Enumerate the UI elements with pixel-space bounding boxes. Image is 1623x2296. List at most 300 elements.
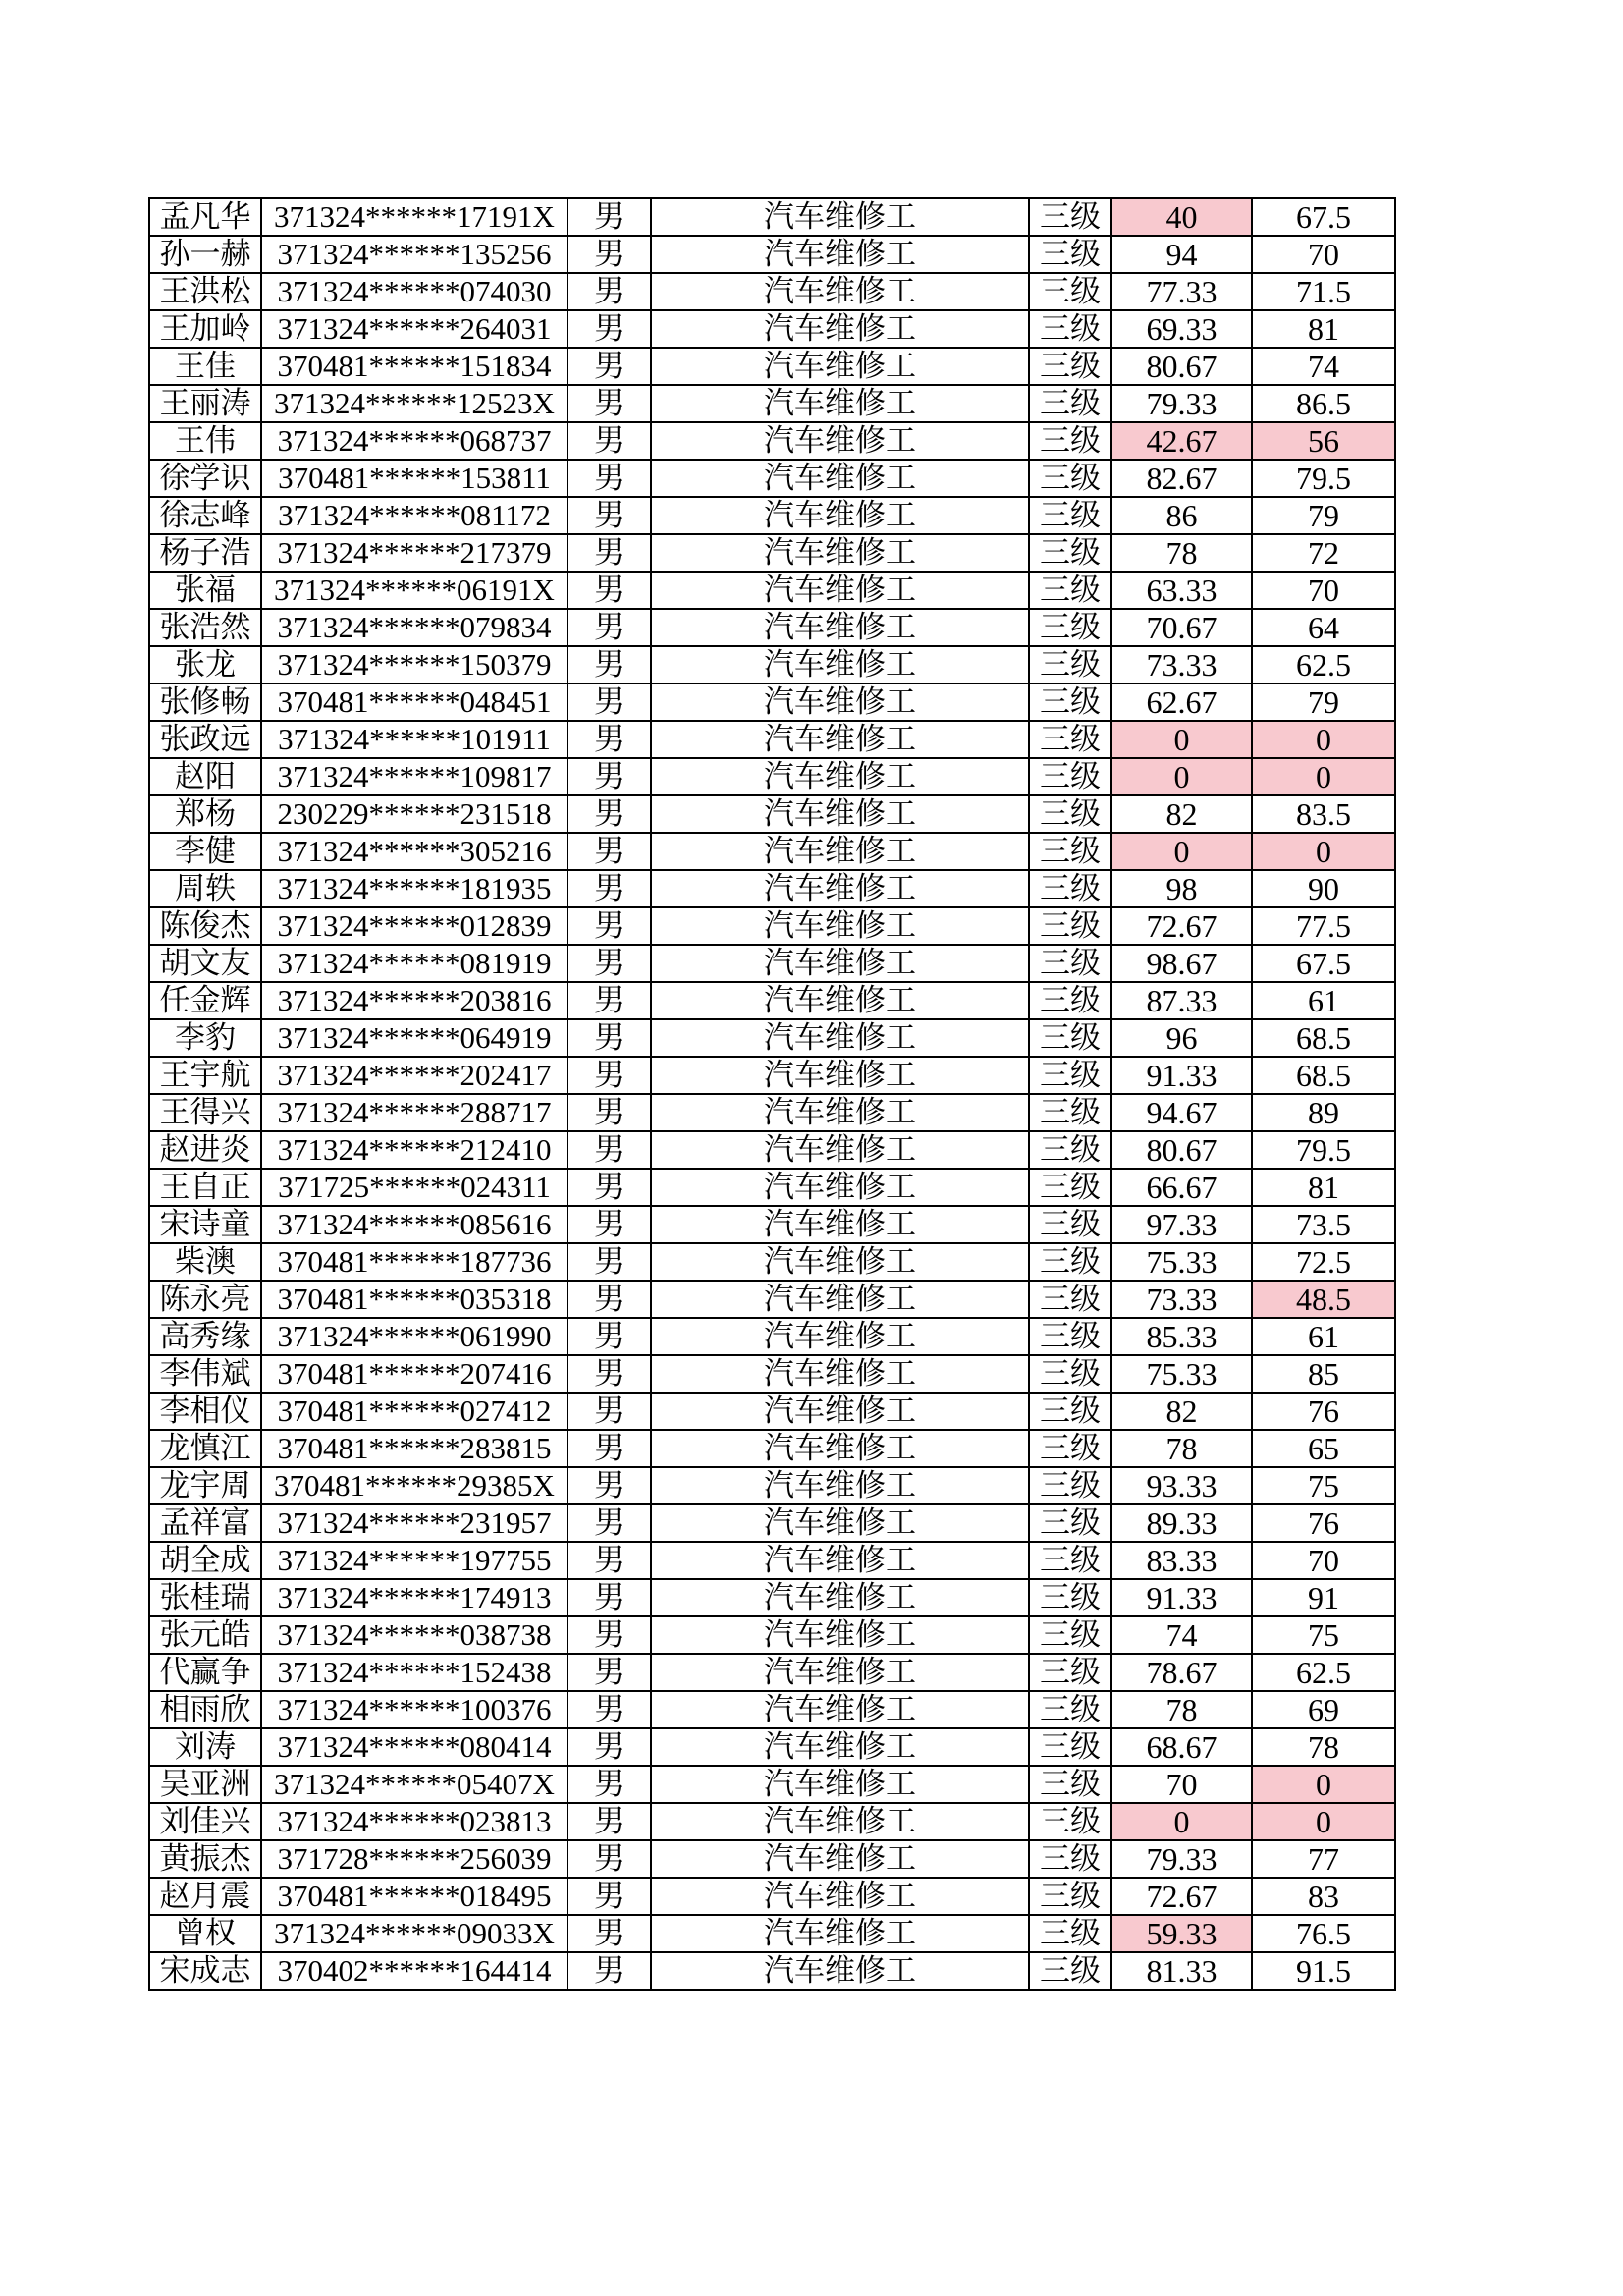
id-number-cell: 371324******203816 xyxy=(261,982,568,1019)
id-number-cell: 371324******012839 xyxy=(261,907,568,945)
level-cell: 三级 xyxy=(1029,1094,1111,1131)
level-cell: 三级 xyxy=(1029,1504,1111,1542)
score-1-cell: 91.33 xyxy=(1111,1057,1252,1094)
level-cell: 三级 xyxy=(1029,1952,1111,1990)
occupation-cell: 汽车维修工 xyxy=(651,1616,1029,1654)
name-cell: 黄振杰 xyxy=(149,1840,261,1878)
table-row xyxy=(149,572,1395,609)
table-row xyxy=(149,1430,1395,1467)
score-1-cell: 78.67 xyxy=(1111,1654,1252,1691)
occupation-cell: 汽车维修工 xyxy=(651,1542,1029,1579)
score-2-cell: 83.5 xyxy=(1252,795,1395,833)
occupation-cell: 汽车维修工 xyxy=(651,945,1029,982)
level-cell: 三级 xyxy=(1029,236,1111,273)
table-row xyxy=(149,273,1395,310)
name-cell: 胡全成 xyxy=(149,1542,261,1579)
level-cell: 三级 xyxy=(1029,310,1111,348)
id-number-cell: 371324******081919 xyxy=(261,945,568,982)
gender-cell: 男 xyxy=(568,1393,651,1430)
score-1-cell: 82 xyxy=(1111,1393,1252,1430)
name-cell: 陈永亮 xyxy=(149,1281,261,1318)
score-2-cell: 61 xyxy=(1252,982,1395,1019)
occupation-cell: 汽车维修工 xyxy=(651,1952,1029,1990)
table-row xyxy=(149,422,1395,460)
score-table xyxy=(148,197,1396,1991)
gender-cell: 男 xyxy=(568,1915,651,1952)
id-number-cell: 371324******12523X xyxy=(261,385,568,422)
gender-cell: 男 xyxy=(568,1952,651,1990)
table-row xyxy=(149,1840,1395,1878)
occupation-cell: 汽车维修工 xyxy=(651,460,1029,497)
id-number-cell: 370481******207416 xyxy=(261,1355,568,1393)
score-2-cell: 0 xyxy=(1252,1803,1395,1840)
name-cell: 徐志峰 xyxy=(149,497,261,534)
level-cell: 三级 xyxy=(1029,198,1111,236)
gender-cell: 男 xyxy=(568,422,651,460)
occupation-cell: 汽车维修工 xyxy=(651,1019,1029,1057)
gender-cell: 男 xyxy=(568,1169,651,1206)
score-2-cell: 70 xyxy=(1252,236,1395,273)
score-1-cell: 79.33 xyxy=(1111,1840,1252,1878)
score-2-cell: 85 xyxy=(1252,1355,1395,1393)
table-row xyxy=(149,1019,1395,1057)
id-number-cell: 371324******305216 xyxy=(261,833,568,870)
occupation-cell: 汽车维修工 xyxy=(651,1728,1029,1766)
table-body xyxy=(149,198,1395,1990)
id-number-cell: 370481******027412 xyxy=(261,1393,568,1430)
score-1-cell: 78 xyxy=(1111,534,1252,572)
level-cell: 三级 xyxy=(1029,1169,1111,1206)
score-1-cell: 75.33 xyxy=(1111,1243,1252,1281)
name-cell: 相雨欣 xyxy=(149,1691,261,1728)
name-cell: 张浩然 xyxy=(149,609,261,646)
gender-cell: 男 xyxy=(568,1803,651,1840)
score-1-cell: 82 xyxy=(1111,795,1252,833)
score-1-cell: 87.33 xyxy=(1111,982,1252,1019)
occupation-cell: 汽车维修工 xyxy=(651,1467,1029,1504)
id-number-cell: 371324******152438 xyxy=(261,1654,568,1691)
score-2-cell: 79.5 xyxy=(1252,1131,1395,1169)
score-2-cell: 68.5 xyxy=(1252,1019,1395,1057)
name-cell: 王佳 xyxy=(149,348,261,385)
score-2-cell: 70 xyxy=(1252,572,1395,609)
gender-cell: 男 xyxy=(568,609,651,646)
table-row xyxy=(149,1504,1395,1542)
name-cell: 李健 xyxy=(149,833,261,870)
name-cell: 王自正 xyxy=(149,1169,261,1206)
id-number-cell: 371324******064919 xyxy=(261,1019,568,1057)
level-cell: 三级 xyxy=(1029,907,1111,945)
table-row xyxy=(149,795,1395,833)
level-cell: 三级 xyxy=(1029,1616,1111,1654)
table-row xyxy=(149,1915,1395,1952)
gender-cell: 男 xyxy=(568,1430,651,1467)
name-cell: 王加岭 xyxy=(149,310,261,348)
score-2-cell: 91 xyxy=(1252,1579,1395,1616)
id-number-cell: 371324******081172 xyxy=(261,497,568,534)
gender-cell: 男 xyxy=(568,460,651,497)
id-number-cell: 371324******101911 xyxy=(261,721,568,758)
level-cell: 三级 xyxy=(1029,422,1111,460)
occupation-cell: 汽车维修工 xyxy=(651,1318,1029,1355)
score-2-cell: 76 xyxy=(1252,1393,1395,1430)
occupation-cell: 汽车维修工 xyxy=(651,534,1029,572)
id-number-cell: 370481******035318 xyxy=(261,1281,568,1318)
name-cell: 周轶 xyxy=(149,870,261,907)
table-row xyxy=(149,1131,1395,1169)
occupation-cell: 汽车维修工 xyxy=(651,1840,1029,1878)
name-cell: 高秀缘 xyxy=(149,1318,261,1355)
id-number-cell: 370481******151834 xyxy=(261,348,568,385)
score-2-cell: 77 xyxy=(1252,1840,1395,1878)
gender-cell: 男 xyxy=(568,1542,651,1579)
occupation-cell: 汽车维修工 xyxy=(651,1057,1029,1094)
name-cell: 赵阳 xyxy=(149,758,261,795)
name-cell: 宋诗童 xyxy=(149,1206,261,1243)
table-row xyxy=(149,534,1395,572)
id-number-cell: 371324******100376 xyxy=(261,1691,568,1728)
level-cell: 三级 xyxy=(1029,982,1111,1019)
occupation-cell: 汽车维修工 xyxy=(651,273,1029,310)
score-2-cell: 77.5 xyxy=(1252,907,1395,945)
gender-cell: 男 xyxy=(568,1840,651,1878)
level-cell: 三级 xyxy=(1029,1206,1111,1243)
score-1-cell: 98.67 xyxy=(1111,945,1252,982)
gender-cell: 男 xyxy=(568,1728,651,1766)
occupation-cell: 汽车维修工 xyxy=(651,497,1029,534)
score-1-cell: 72.67 xyxy=(1111,1878,1252,1915)
name-cell: 王丽涛 xyxy=(149,385,261,422)
gender-cell: 男 xyxy=(568,1616,651,1654)
occupation-cell: 汽车维修工 xyxy=(651,1094,1029,1131)
table-row xyxy=(149,1579,1395,1616)
name-cell: 张龙 xyxy=(149,646,261,683)
score-1-cell: 73.33 xyxy=(1111,1281,1252,1318)
gender-cell: 男 xyxy=(568,1654,651,1691)
name-cell: 李相仪 xyxy=(149,1393,261,1430)
level-cell: 三级 xyxy=(1029,385,1111,422)
level-cell: 三级 xyxy=(1029,534,1111,572)
occupation-cell: 汽车维修工 xyxy=(651,870,1029,907)
occupation-cell: 汽车维修工 xyxy=(651,1803,1029,1840)
id-number-cell: 371324******06191X xyxy=(261,572,568,609)
table-row xyxy=(149,1355,1395,1393)
occupation-cell: 汽车维修工 xyxy=(651,310,1029,348)
score-2-cell: 68.5 xyxy=(1252,1057,1395,1094)
table-row xyxy=(149,310,1395,348)
occupation-cell: 汽车维修工 xyxy=(651,236,1029,273)
level-cell: 三级 xyxy=(1029,646,1111,683)
level-cell: 三级 xyxy=(1029,348,1111,385)
score-2-cell: 79.5 xyxy=(1252,460,1395,497)
id-number-cell: 371324******150379 xyxy=(261,646,568,683)
table-row xyxy=(149,1169,1395,1206)
table-row xyxy=(149,1766,1395,1803)
table-row xyxy=(149,497,1395,534)
gender-cell: 男 xyxy=(568,348,651,385)
score-2-cell: 0 xyxy=(1252,833,1395,870)
score-1-cell: 86 xyxy=(1111,497,1252,534)
score-1-cell: 69.33 xyxy=(1111,310,1252,348)
level-cell: 三级 xyxy=(1029,1766,1111,1803)
table-row xyxy=(149,721,1395,758)
gender-cell: 男 xyxy=(568,310,651,348)
table-row xyxy=(149,1243,1395,1281)
gender-cell: 男 xyxy=(568,982,651,1019)
score-1-cell: 0 xyxy=(1111,721,1252,758)
table-row xyxy=(149,683,1395,721)
level-cell: 三级 xyxy=(1029,1281,1111,1318)
gender-cell: 男 xyxy=(568,236,651,273)
score-2-cell: 48.5 xyxy=(1252,1281,1395,1318)
level-cell: 三级 xyxy=(1029,1131,1111,1169)
score-2-cell: 62.5 xyxy=(1252,646,1395,683)
gender-cell: 男 xyxy=(568,683,651,721)
score-1-cell: 94.67 xyxy=(1111,1094,1252,1131)
occupation-cell: 汽车维修工 xyxy=(651,1878,1029,1915)
score-2-cell: 62.5 xyxy=(1252,1654,1395,1691)
name-cell: 胡文友 xyxy=(149,945,261,982)
id-number-cell: 371725******024311 xyxy=(261,1169,568,1206)
score-2-cell: 0 xyxy=(1252,758,1395,795)
id-number-cell: 371324******05407X xyxy=(261,1766,568,1803)
name-cell: 龙慎江 xyxy=(149,1430,261,1467)
level-cell: 三级 xyxy=(1029,1915,1111,1952)
occupation-cell: 汽车维修工 xyxy=(651,1691,1029,1728)
level-cell: 三级 xyxy=(1029,1803,1111,1840)
score-2-cell: 91.5 xyxy=(1252,1952,1395,1990)
level-cell: 三级 xyxy=(1029,683,1111,721)
id-number-cell: 371324******079834 xyxy=(261,609,568,646)
name-cell: 郑杨 xyxy=(149,795,261,833)
gender-cell: 男 xyxy=(568,1318,651,1355)
gender-cell: 男 xyxy=(568,1355,651,1393)
level-cell: 三级 xyxy=(1029,1243,1111,1281)
score-1-cell: 70 xyxy=(1111,1766,1252,1803)
table-row xyxy=(149,1803,1395,1840)
name-cell: 龙宇周 xyxy=(149,1467,261,1504)
occupation-cell: 汽车维修工 xyxy=(651,1430,1029,1467)
occupation-cell: 汽车维修工 xyxy=(651,646,1029,683)
score-1-cell: 96 xyxy=(1111,1019,1252,1057)
occupation-cell: 汽车维修工 xyxy=(651,1915,1029,1952)
gender-cell: 男 xyxy=(568,833,651,870)
level-cell: 三级 xyxy=(1029,609,1111,646)
table-row xyxy=(149,236,1395,273)
score-2-cell: 73.5 xyxy=(1252,1206,1395,1243)
id-number-cell: 371728******256039 xyxy=(261,1840,568,1878)
level-cell: 三级 xyxy=(1029,273,1111,310)
table-row xyxy=(149,1878,1395,1915)
name-cell: 刘佳兴 xyxy=(149,1803,261,1840)
score-2-cell: 74 xyxy=(1252,348,1395,385)
gender-cell: 男 xyxy=(568,1579,651,1616)
score-1-cell: 93.33 xyxy=(1111,1467,1252,1504)
level-cell: 三级 xyxy=(1029,460,1111,497)
score-1-cell: 85.33 xyxy=(1111,1318,1252,1355)
occupation-cell: 汽车维修工 xyxy=(651,422,1029,460)
gender-cell: 男 xyxy=(568,721,651,758)
gender-cell: 男 xyxy=(568,1094,651,1131)
table-row xyxy=(149,1281,1395,1318)
id-number-cell: 371324******197755 xyxy=(261,1542,568,1579)
name-cell: 陈俊杰 xyxy=(149,907,261,945)
gender-cell: 男 xyxy=(568,945,651,982)
table-row xyxy=(149,1654,1395,1691)
table-row xyxy=(149,945,1395,982)
name-cell: 任金辉 xyxy=(149,982,261,1019)
score-1-cell: 79.33 xyxy=(1111,385,1252,422)
score-1-cell: 81.33 xyxy=(1111,1952,1252,1990)
occupation-cell: 汽车维修工 xyxy=(651,907,1029,945)
level-cell: 三级 xyxy=(1029,721,1111,758)
id-number-cell: 370481******153811 xyxy=(261,460,568,497)
name-cell: 王宇航 xyxy=(149,1057,261,1094)
score-1-cell: 89.33 xyxy=(1111,1504,1252,1542)
level-cell: 三级 xyxy=(1029,1318,1111,1355)
occupation-cell: 汽车维修工 xyxy=(651,1355,1029,1393)
occupation-cell: 汽车维修工 xyxy=(651,683,1029,721)
id-number-cell: 371324******074030 xyxy=(261,273,568,310)
table-row xyxy=(149,1952,1395,1990)
gender-cell: 男 xyxy=(568,1766,651,1803)
id-number-cell: 371324******217379 xyxy=(261,534,568,572)
score-2-cell: 78 xyxy=(1252,1728,1395,1766)
score-1-cell: 40 xyxy=(1111,198,1252,236)
gender-cell: 男 xyxy=(568,198,651,236)
occupation-cell: 汽车维修工 xyxy=(651,1206,1029,1243)
score-1-cell: 91.33 xyxy=(1111,1579,1252,1616)
id-number-cell: 371324******109817 xyxy=(261,758,568,795)
occupation-cell: 汽车维修工 xyxy=(651,1504,1029,1542)
score-2-cell: 86.5 xyxy=(1252,385,1395,422)
level-cell: 三级 xyxy=(1029,572,1111,609)
name-cell: 徐学识 xyxy=(149,460,261,497)
id-number-cell: 371324******068737 xyxy=(261,422,568,460)
name-cell: 孟祥富 xyxy=(149,1504,261,1542)
score-1-cell: 94 xyxy=(1111,236,1252,273)
score-1-cell: 80.67 xyxy=(1111,1131,1252,1169)
score-1-cell: 98 xyxy=(1111,870,1252,907)
occupation-cell: 汽车维修工 xyxy=(651,348,1029,385)
name-cell: 宋成志 xyxy=(149,1952,261,1990)
score-1-cell: 83.33 xyxy=(1111,1542,1252,1579)
table-row xyxy=(149,1542,1395,1579)
gender-cell: 男 xyxy=(568,795,651,833)
level-cell: 三级 xyxy=(1029,1467,1111,1504)
occupation-cell: 汽车维修工 xyxy=(651,982,1029,1019)
gender-cell: 男 xyxy=(568,1467,651,1504)
score-1-cell: 78 xyxy=(1111,1430,1252,1467)
level-cell: 三级 xyxy=(1029,1355,1111,1393)
table-row xyxy=(149,1467,1395,1504)
score-1-cell: 82.67 xyxy=(1111,460,1252,497)
score-1-cell: 59.33 xyxy=(1111,1915,1252,1952)
id-number-cell: 370481******018495 xyxy=(261,1878,568,1915)
gender-cell: 男 xyxy=(568,1281,651,1318)
level-cell: 三级 xyxy=(1029,1654,1111,1691)
gender-cell: 男 xyxy=(568,758,651,795)
gender-cell: 男 xyxy=(568,646,651,683)
occupation-cell: 汽车维修工 xyxy=(651,572,1029,609)
table-row xyxy=(149,870,1395,907)
level-cell: 三级 xyxy=(1029,1728,1111,1766)
occupation-cell: 汽车维修工 xyxy=(651,1243,1029,1281)
table-row xyxy=(149,1616,1395,1654)
occupation-cell: 汽车维修工 xyxy=(651,1654,1029,1691)
id-number-cell: 371324******174913 xyxy=(261,1579,568,1616)
gender-cell: 男 xyxy=(568,1057,651,1094)
name-cell: 张福 xyxy=(149,572,261,609)
id-number-cell: 371324******080414 xyxy=(261,1728,568,1766)
score-1-cell: 62.67 xyxy=(1111,683,1252,721)
score-2-cell: 72.5 xyxy=(1252,1243,1395,1281)
score-2-cell: 67.5 xyxy=(1252,198,1395,236)
level-cell: 三级 xyxy=(1029,758,1111,795)
score-2-cell: 64 xyxy=(1252,609,1395,646)
name-cell: 代赢争 xyxy=(149,1654,261,1691)
id-number-cell: 371324******181935 xyxy=(261,870,568,907)
name-cell: 王伟 xyxy=(149,422,261,460)
score-2-cell: 83 xyxy=(1252,1878,1395,1915)
score-1-cell: 0 xyxy=(1111,1803,1252,1840)
id-number-cell: 370481******187736 xyxy=(261,1243,568,1281)
score-2-cell: 70 xyxy=(1252,1542,1395,1579)
score-1-cell: 80.67 xyxy=(1111,348,1252,385)
table-row xyxy=(149,833,1395,870)
score-2-cell: 79 xyxy=(1252,497,1395,534)
score-2-cell: 90 xyxy=(1252,870,1395,907)
score-1-cell: 0 xyxy=(1111,758,1252,795)
score-2-cell: 72 xyxy=(1252,534,1395,572)
name-cell: 吴亚洲 xyxy=(149,1766,261,1803)
gender-cell: 男 xyxy=(568,572,651,609)
score-2-cell: 81 xyxy=(1252,1169,1395,1206)
id-number-cell: 371324******264031 xyxy=(261,310,568,348)
score-2-cell: 75 xyxy=(1252,1467,1395,1504)
id-number-cell: 371324******135256 xyxy=(261,236,568,273)
score-1-cell: 70.67 xyxy=(1111,609,1252,646)
gender-cell: 男 xyxy=(568,1243,651,1281)
level-cell: 三级 xyxy=(1029,1057,1111,1094)
score-1-cell: 77.33 xyxy=(1111,273,1252,310)
occupation-cell: 汽车维修工 xyxy=(651,1281,1029,1318)
score-2-cell: 76.5 xyxy=(1252,1915,1395,1952)
level-cell: 三级 xyxy=(1029,1019,1111,1057)
table-row xyxy=(149,198,1395,236)
name-cell: 张元皓 xyxy=(149,1616,261,1654)
id-number-cell: 371324******212410 xyxy=(261,1131,568,1169)
score-1-cell: 72.67 xyxy=(1111,907,1252,945)
occupation-cell: 汽车维修工 xyxy=(651,1131,1029,1169)
gender-cell: 男 xyxy=(568,273,651,310)
score-1-cell: 66.67 xyxy=(1111,1169,1252,1206)
score-2-cell: 56 xyxy=(1252,422,1395,460)
table-row xyxy=(149,646,1395,683)
score-2-cell: 0 xyxy=(1252,721,1395,758)
level-cell: 三级 xyxy=(1029,833,1111,870)
name-cell: 李伟斌 xyxy=(149,1355,261,1393)
level-cell: 三级 xyxy=(1029,1542,1111,1579)
id-number-cell: 370481******048451 xyxy=(261,683,568,721)
name-cell: 王得兴 xyxy=(149,1094,261,1131)
occupation-cell: 汽车维修工 xyxy=(651,795,1029,833)
gender-cell: 男 xyxy=(568,1691,651,1728)
table-row xyxy=(149,1206,1395,1243)
level-cell: 三级 xyxy=(1029,1691,1111,1728)
gender-cell: 男 xyxy=(568,1131,651,1169)
level-cell: 三级 xyxy=(1029,795,1111,833)
